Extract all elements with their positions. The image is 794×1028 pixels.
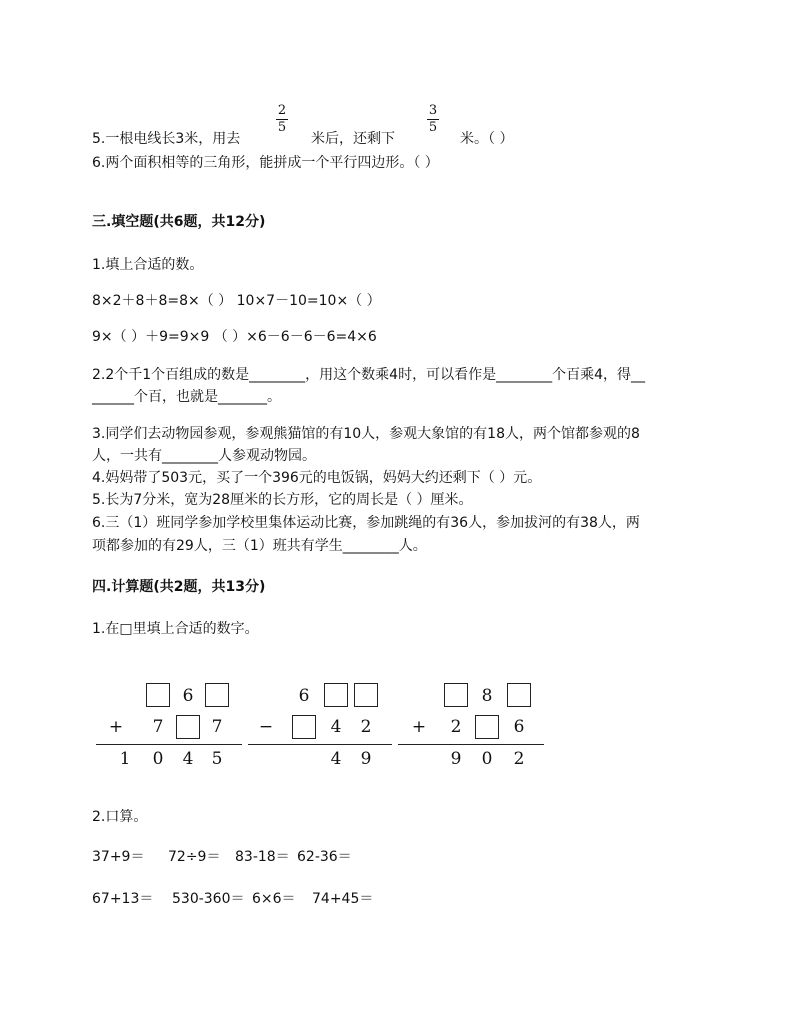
digit: 0 <box>152 749 164 769</box>
answer-box[interactable] <box>205 683 229 707</box>
sum-line <box>96 744 242 745</box>
sum-line <box>398 744 544 745</box>
judge-q6: 6.两个面积相等的三角形，能拼成一个平行四边形。（ ） <box>92 155 439 171</box>
judge-q5-part2: 米后，还剩下 <box>311 131 395 147</box>
digit: 4 <box>330 717 342 737</box>
fill-q2-line1: 2.2个千1个百组成的数是________，用这个数乘4时，可以看作是________个百乘4，得__ <box>92 367 645 383</box>
oral-item: 6×6＝ <box>252 891 296 907</box>
fraction-numerator: 2 <box>277 103 287 118</box>
oral-item: 37+9＝ <box>92 849 145 865</box>
fraction-denominator: 5 <box>428 120 438 135</box>
fill-q3-line1: 3.同学们去动物园参观，参观熊猫馆的有10人，参观大象馆的有18人，两个馆都参观的8 <box>92 426 640 442</box>
fraction-two-fifths <box>276 104 288 135</box>
plus-operator: + <box>411 717 427 737</box>
fill-q4: 4.妈妈带了503元，买了一个396元的电饭锅，妈妈大约还剩下（ ）元。 <box>92 470 542 486</box>
calc-q2-title: 2.口算。 <box>92 809 148 825</box>
digit: 1 <box>119 749 131 769</box>
fill-q3-line2: 人，一共有________人参观动物园。 <box>92 448 316 464</box>
oral-item: 72÷9＝ <box>168 849 221 865</box>
fill-q2-line2: ______个百，也就是_______。 <box>92 389 281 405</box>
judge-q5-part3: 米。（ ） <box>460 131 514 147</box>
answer-box[interactable] <box>444 683 468 707</box>
digit: 0 <box>481 749 493 769</box>
fill-q5: 5.长为7分米，宽为28厘米的长方形，它的周长是（ ）厘米。 <box>92 492 473 508</box>
oral-item: 67+13＝ <box>92 891 154 907</box>
digit: 4 <box>330 749 342 769</box>
digit: 2 <box>513 749 525 769</box>
digit: 9 <box>450 749 462 769</box>
fraction-denominator: 5 <box>277 120 287 135</box>
difference-line <box>248 744 392 745</box>
digit: 7 <box>211 717 223 737</box>
oral-item: 74+45＝ <box>312 891 374 907</box>
oral-item: 530-360＝ <box>172 891 245 907</box>
answer-box[interactable] <box>176 715 200 739</box>
fill-q1-row2: 9×（ ）＋9=9×9 （ ）×6－6－6－6=4×6 <box>92 329 377 345</box>
fraction-three-fifths <box>427 104 439 135</box>
minus-operator: − <box>258 717 274 737</box>
digit: 6 <box>298 686 310 706</box>
judge-q5-part1: 5.一根电线长3米，用去 <box>92 131 241 147</box>
answer-box[interactable] <box>292 715 316 739</box>
digit: 8 <box>481 686 493 706</box>
oral-item: 62-36＝ <box>297 849 352 865</box>
section-fill-heading: 三.填空题(共6题，共12分) <box>92 214 266 230</box>
answer-box[interactable] <box>507 683 531 707</box>
answer-box[interactable] <box>354 683 378 707</box>
digit: 7 <box>152 717 164 737</box>
digit: 4 <box>182 749 194 769</box>
digit: 2 <box>450 717 462 737</box>
fill-q6-line1: 6.三（1）班同学参加学校里集体运动比赛，参加跳绳的有36人，参加拔河的有38人，两 <box>92 515 640 531</box>
fill-q1-title: 1.填上合适的数。 <box>92 257 204 273</box>
digit: 6 <box>182 686 194 706</box>
fill-q1-row1: 8×2＋8＋8=8×（ ） 10×7－10=10×（ ） <box>92 293 381 309</box>
digit: 9 <box>360 749 372 769</box>
fill-q6-line2: 项都参加的有29人，三（1）班共有学生________人。 <box>92 538 427 554</box>
oral-item: 83-18＝ <box>235 849 290 865</box>
answer-box[interactable] <box>475 715 499 739</box>
answer-box[interactable] <box>324 683 348 707</box>
digit: 5 <box>211 749 223 769</box>
fraction-numerator: 3 <box>428 103 438 118</box>
plus-operator: + <box>108 717 124 737</box>
answer-box[interactable] <box>146 683 170 707</box>
digit: 6 <box>513 717 525 737</box>
section-calc-heading: 四.计算题(共2题，共13分) <box>92 579 266 595</box>
digit: 2 <box>360 717 372 737</box>
calc-q1-title: 1.在□里填上合适的数字。 <box>92 621 259 637</box>
